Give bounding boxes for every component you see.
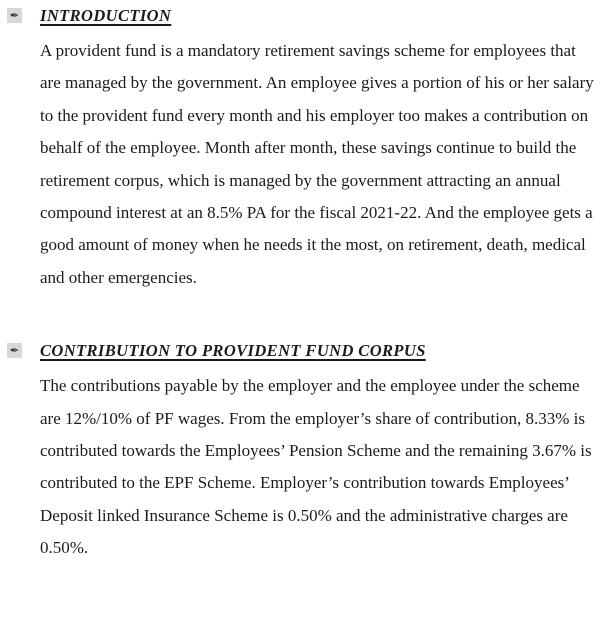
pen-nib-icon: ✒ (7, 8, 22, 23)
section-introduction (7, 5, 607, 294)
section-contribution (7, 340, 607, 564)
section-paragraph: A provident fund is a mandatory retirement savings scheme for employees that are managed by the government. An employee gives a portion of his or her salary to the provident fund every month and his employer too makes a contribution on behalf of the employee. Month after month, these savings continue to build the retirement corpus, which is managed by the government attracting an annual compound interest at an 8.5% PA for the fiscal 2021-22. And the employee gets a good amount of money when he needs it the most, on retirement, death, medical and other emergencies. (40, 41, 594, 287)
section-paragraph: The contributions payable by the employer and the employee under the scheme are 12%/10% of PF wages. From the employer’s share of contribution, 8.33% is contributed towards the Employees’ Pension Scheme and the remaining 3.67% is contributed to the EPF Scheme. Employer’s contribution towards Employees’ Deposit linked Insurance Scheme is 0.50% and the administrative charges are 0.50%. (40, 376, 592, 558)
section-heading: INTRODUCTION (40, 6, 172, 25)
pen-nib-icon: ✒ (7, 343, 22, 358)
section-heading: CONTRIBUTION TO PROVIDENT FUND CORPUS (40, 341, 426, 361)
section-content (40, 340, 607, 564)
section-content (40, 5, 607, 294)
